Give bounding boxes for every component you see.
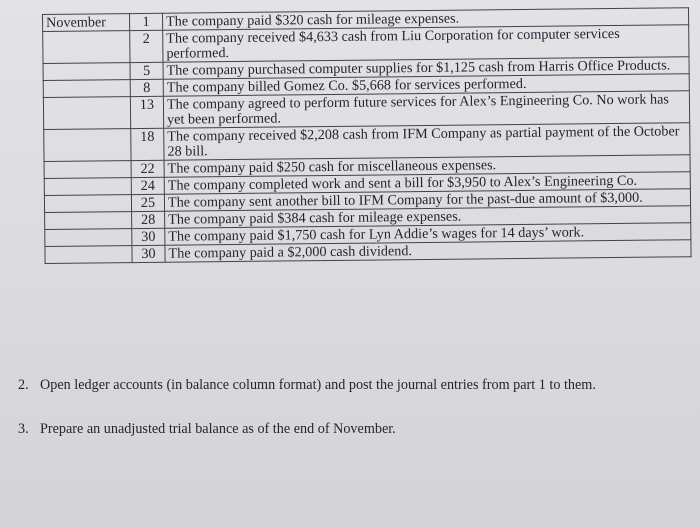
description-cell: The company agreed to perform future services for Alex’s Engineering Co. No work has yet been performed. <box>163 91 689 129</box>
instruction-text: Prepare an unadjusted trial balance as of the end of November. <box>40 421 396 437</box>
description-cell: The company purchased computer supplies for $1,125 cash from Harris Office Products. <box>163 57 689 80</box>
day-cell: 13 <box>130 96 163 128</box>
description-cell: The company received $4,633 cash from Liu Corporation for computer services performed. <box>163 25 689 63</box>
day-cell: 8 <box>130 79 163 96</box>
description-cell: The company paid $1,750 cash for Lyn Addie’s wages for 14 days’ work. <box>165 223 691 246</box>
description-cell: The company paid $384 cash for mileage expenses. <box>165 206 691 229</box>
month-cell-empty <box>43 97 130 130</box>
instruction-number: 2. <box>18 377 29 393</box>
day-cell: 1 <box>130 13 163 30</box>
month-cell-empty <box>45 246 132 264</box>
instruction-item <box>18 377 596 393</box>
transactions-table <box>42 7 692 264</box>
month-cell-empty <box>44 129 131 162</box>
description-cell: The company received $2,208 cash from IFM Company as partial payment of the October 28 bill. <box>164 123 690 161</box>
day-cell: 30 <box>132 228 165 245</box>
day-cell: 24 <box>131 177 164 194</box>
description-cell: The company paid a $2,000 cash dividend. <box>165 240 691 263</box>
day-cell: 25 <box>131 194 164 211</box>
instruction-number: 3. <box>18 421 29 437</box>
day-cell: 28 <box>132 211 165 228</box>
month-cell-empty <box>44 161 131 179</box>
description-cell: The company sent another bill to IFM Company for the past-due amount of $3,000. <box>164 189 690 212</box>
month-cell-empty <box>44 195 131 213</box>
day-cell: 22 <box>131 160 164 177</box>
description-cell: The company billed Gomez Co. $5,668 for services performed. <box>163 74 689 97</box>
instruction-text: Open ledger accounts (in balance column format) and post the journal entries from part 1 to them. <box>40 377 596 393</box>
instruction-item <box>18 421 396 437</box>
month-cell-empty <box>45 212 132 230</box>
month-cell-empty <box>43 80 130 98</box>
month-cell: November <box>43 14 130 32</box>
month-cell-empty <box>45 229 132 247</box>
day-cell: 5 <box>130 62 163 79</box>
day-cell: 18 <box>131 128 164 160</box>
description-cell: The company paid $320 cash for mileage expenses. <box>162 8 688 31</box>
day-cell: 2 <box>130 30 163 62</box>
month-cell-empty <box>43 31 130 64</box>
month-cell-empty <box>44 178 131 196</box>
description-cell: The company paid $250 cash for miscellaneous expenses. <box>164 155 690 178</box>
day-cell: 30 <box>132 245 165 262</box>
description-cell: The company completed work and sent a bill for $3,950 to Alex’s Engineering Co. <box>164 172 690 195</box>
month-cell-empty <box>43 63 130 81</box>
